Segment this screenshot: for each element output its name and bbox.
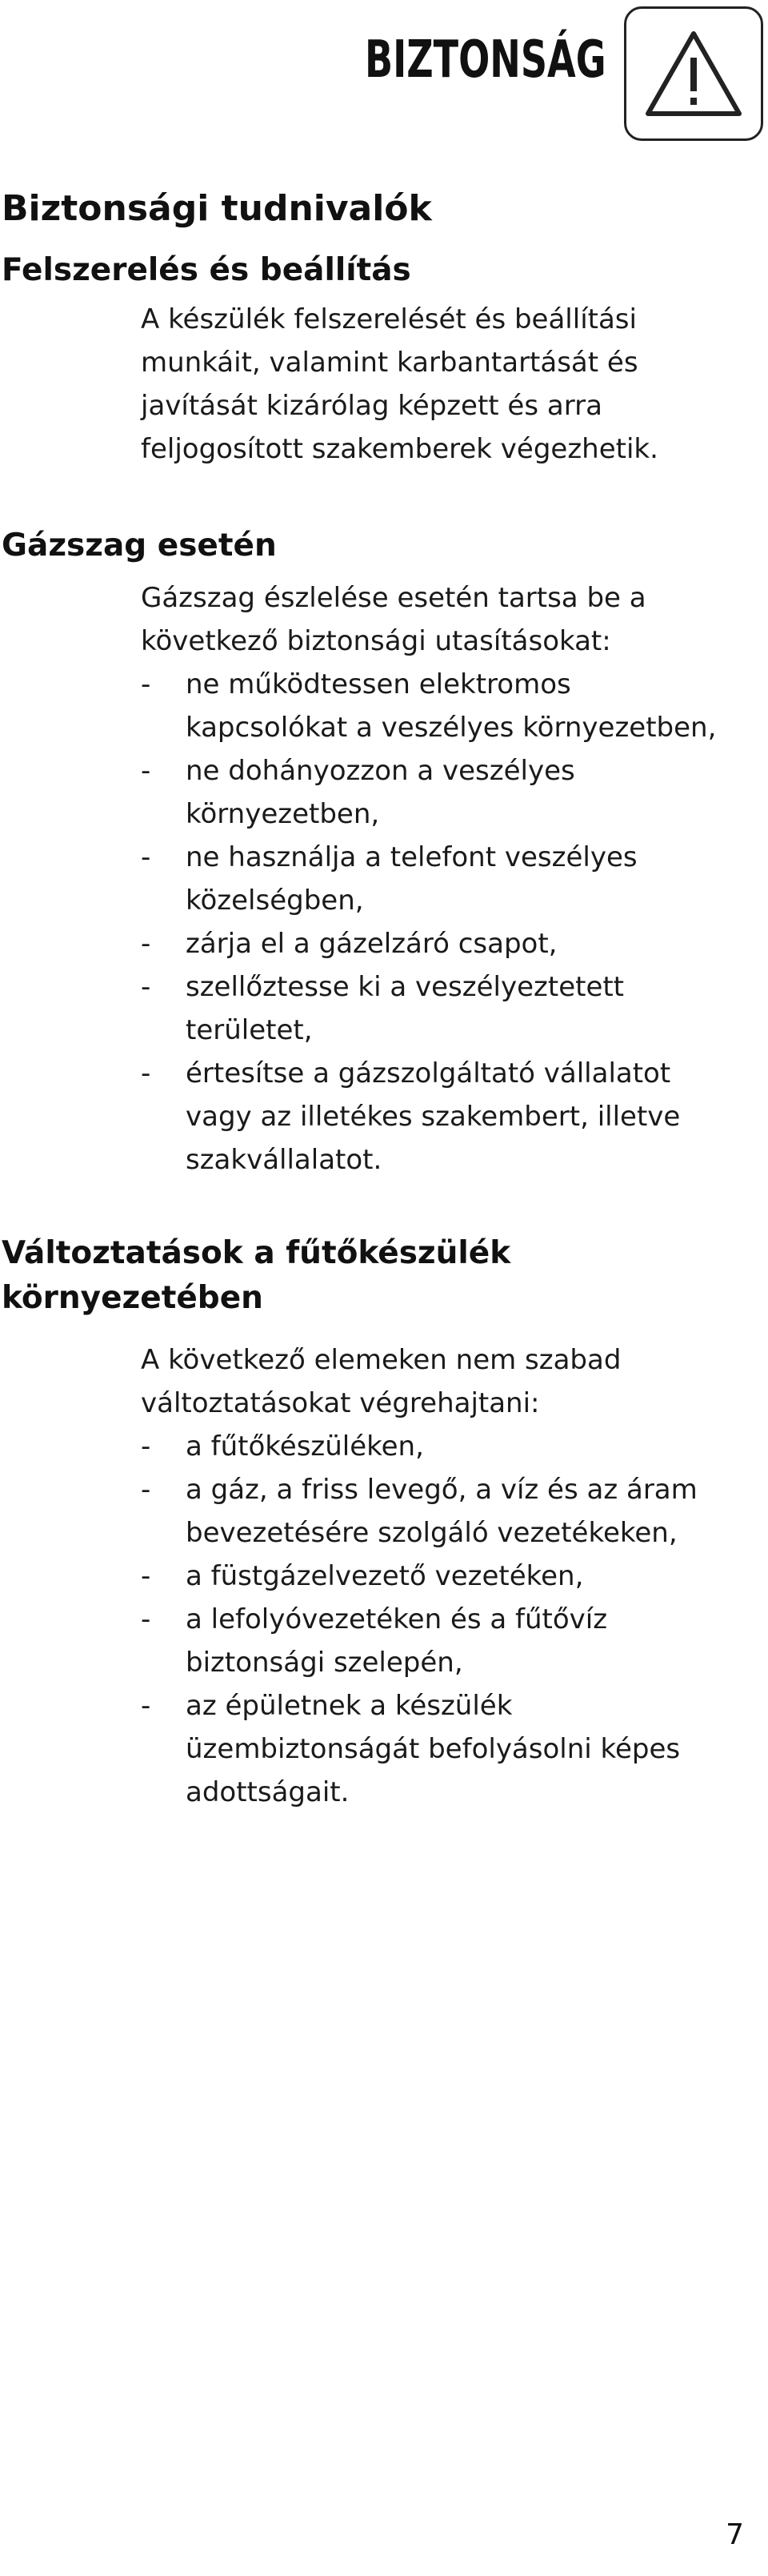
section-intro-gas-smell: Gázszag észlelése esetén tartsa be a következő biztonsági utasításokat: [141, 582, 646, 657]
list-item-text: szellőztesse ki a veszélyeztetett területet, [186, 971, 625, 1046]
dash-bullet: - [141, 1690, 151, 1722]
list-item-text: zárja el a gázelzáró csapot, [186, 928, 558, 960]
main-heading: Biztonsági tudnivalók [2, 188, 432, 229]
list-item [141, 1598, 733, 1684]
dash-bullet: - [141, 755, 151, 787]
modifications-list [141, 1425, 733, 1814]
dash-bullet: - [141, 1057, 151, 1089]
list-item-text: a füstgázelvezető vezetéken, [186, 1560, 584, 1592]
list-item-text: ne használja a telefont veszélyes közelségben, [186, 841, 638, 917]
dash-bullet: - [141, 668, 151, 700]
list-item-text: értesítse a gázszolgáltató vállalatot vagy az illetékes szakembert, illetve szakvállalatot. [186, 1057, 681, 1176]
dash-bullet: - [141, 1474, 151, 1506]
dash-bullet: - [141, 928, 151, 960]
list-item [141, 1555, 733, 1598]
header-title: BIZTONSÁG [365, 30, 606, 90]
list-item [141, 1468, 733, 1555]
gas-smell-list [141, 663, 733, 1182]
list-item-text: az épületnek a készülék üzembiztonságát befolyásolni képes adottságait. [186, 1690, 681, 1808]
list-item-text: a lefolyóvezetéken és a fűtővíz biztonsági szelepén, [186, 1603, 608, 1679]
list-item [141, 749, 733, 836]
list-item [141, 836, 733, 922]
list-item [141, 965, 733, 1052]
dash-bullet: - [141, 1603, 151, 1635]
list-item [141, 663, 733, 749]
dash-bullet: - [141, 971, 151, 1003]
section-intro-modifications: A következő elemeken nem szabad változtatásokat végrehajtani: [141, 1344, 622, 1419]
list-item [141, 1684, 733, 1814]
section-intro-installation: A készülék felszerelését és beállítási munkáit, valamint karbantartását és javítását kizárólag képzett és arra feljogosított szakemberek végezhetik. [141, 303, 658, 465]
list-item [141, 922, 733, 965]
list-item-text: ne dohányozzon a veszélyes környezetben, [186, 755, 575, 830]
list-item-text: ne működtessen elektromos kapcsolókat a veszélyes környezetben, [186, 668, 717, 744]
section-heading-gas-smell: Gázszag esetén [2, 528, 277, 564]
list-item-text: a fűtőkészüléken, [186, 1430, 424, 1463]
section-heading-modifications: Változtatások a fűtőkészülék környezetében [2, 1235, 511, 1316]
list-item-text: a gáz, a friss levegő, a víz és az áram bevezetésére szolgáló vezetékeken, [186, 1474, 698, 1549]
dash-bullet: - [141, 1560, 151, 1592]
warning-box [624, 6, 763, 141]
page-number: 7 [726, 2518, 744, 2551]
dash-bullet: - [141, 1430, 151, 1463]
dash-bullet: - [141, 841, 151, 873]
warning-triangle-icon [643, 29, 744, 118]
list-item [141, 1425, 733, 1468]
list-item [141, 1052, 733, 1182]
section-heading-installation: Felszerelés és beállítás [2, 252, 411, 288]
